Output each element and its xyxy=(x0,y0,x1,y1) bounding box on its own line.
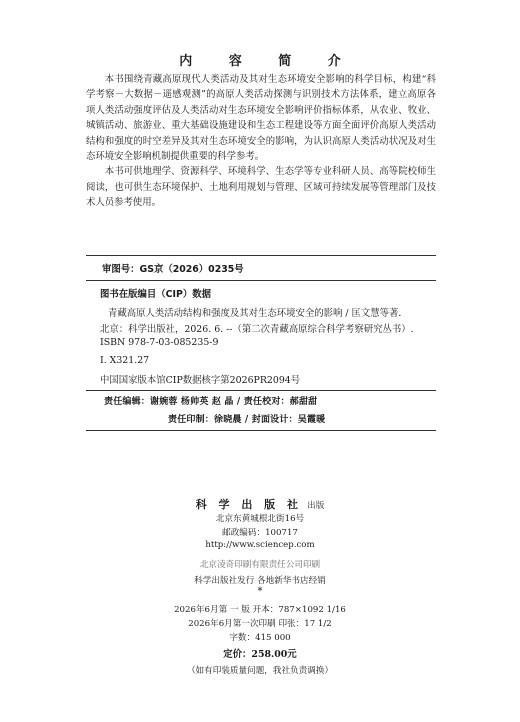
printer: 北京凌奇印刷有限责任公司印刷 xyxy=(199,560,321,570)
cip-classification: Ⅰ. X321.27 xyxy=(100,355,150,366)
intro-section xyxy=(86,72,436,211)
cip-heading: 图书在版编目（CIP）数据 xyxy=(100,289,211,300)
price: 定价：258.00元 xyxy=(223,649,297,660)
publisher-postcode: 邮政编码：100717 xyxy=(222,528,298,538)
distribution: 科学出版社发行 各地新华书店经销 xyxy=(194,576,326,586)
cip-isbn: ISBN 978-7-03-085235-9 xyxy=(100,337,219,348)
cip-number: 中国国家版本馆CIP数据核字第2026PR2094号 xyxy=(100,375,301,386)
editor-credits: 责任编辑：谢婉蓉 杨帅英 赵 晶 / 责任校对：郝甜甜 xyxy=(104,397,318,407)
word-count: 字数：415 000 xyxy=(229,633,291,643)
intro-paragraph-1: 本书围绕青藏高原现代人类活动及其对生态环境安全影响的科学目标，构建“科学考察－大数据－遥感观测”的高原人类活动探测与识别技术方法体系，建立高原各项人类活动强度评估及人类活动对生态环境安全影响评价指标体系，从农业、牧业、城镇活动、旅游业、重大基础设施建设和生态工程建设等方面全面评价高原人类活动结构和强度的时空差异及其对生态环境安全的影响，为认识高原人类活动状况及对生态环境安全影响机制提供重要的科学参考。 xyxy=(86,74,436,163)
quality-notice: （如有印装质量问题，我社负责调换） xyxy=(186,666,334,676)
cip-line-1: 青藏高原人类活动结构和强度及其对生态环境安全的影响 / 匡文慧等著． xyxy=(108,308,408,319)
edition-line-1: 2026年6月第 一 版 开本：787×1092 1/16 xyxy=(174,605,346,615)
publisher-line xyxy=(0,493,520,512)
publisher-address: 北京东黄城根北街16号 xyxy=(215,514,305,524)
top-divider xyxy=(86,255,436,256)
publisher-website: http://www.sciencep.com xyxy=(205,540,315,550)
publisher-suffix: 出版 xyxy=(307,501,325,511)
separator-mark: * xyxy=(257,586,263,597)
cip-divider xyxy=(86,280,436,281)
edition-line-2: 2026年6月第一次印刷 印张：17 1/2 xyxy=(188,619,332,629)
production-credits: 责任印制：徐晓晨 / 封面设计：吴霞暖 xyxy=(168,415,326,425)
page-title: 内 容 简 介 xyxy=(179,54,357,69)
map-review-number: 审图号：GS京（2026）0235号 xyxy=(102,264,244,275)
publisher-logo-text: 科 学 出 版 社 xyxy=(195,498,303,511)
cip-line-2: 北京：科学出版社，2026. 6. --（第二次青藏高原综合科学考察研究丛书）. xyxy=(100,324,414,335)
bottom-divider xyxy=(86,430,436,431)
credits-divider xyxy=(86,390,436,391)
intro-paragraph-2: 本书可供地理学、资源科学、环境科学、生态学等专业科研人员、高等院校师生阅读，也可供生态环境保护、土地利用规划与管理、区域可持续发展等管理部门及技术人员参考使用。 xyxy=(86,166,436,209)
